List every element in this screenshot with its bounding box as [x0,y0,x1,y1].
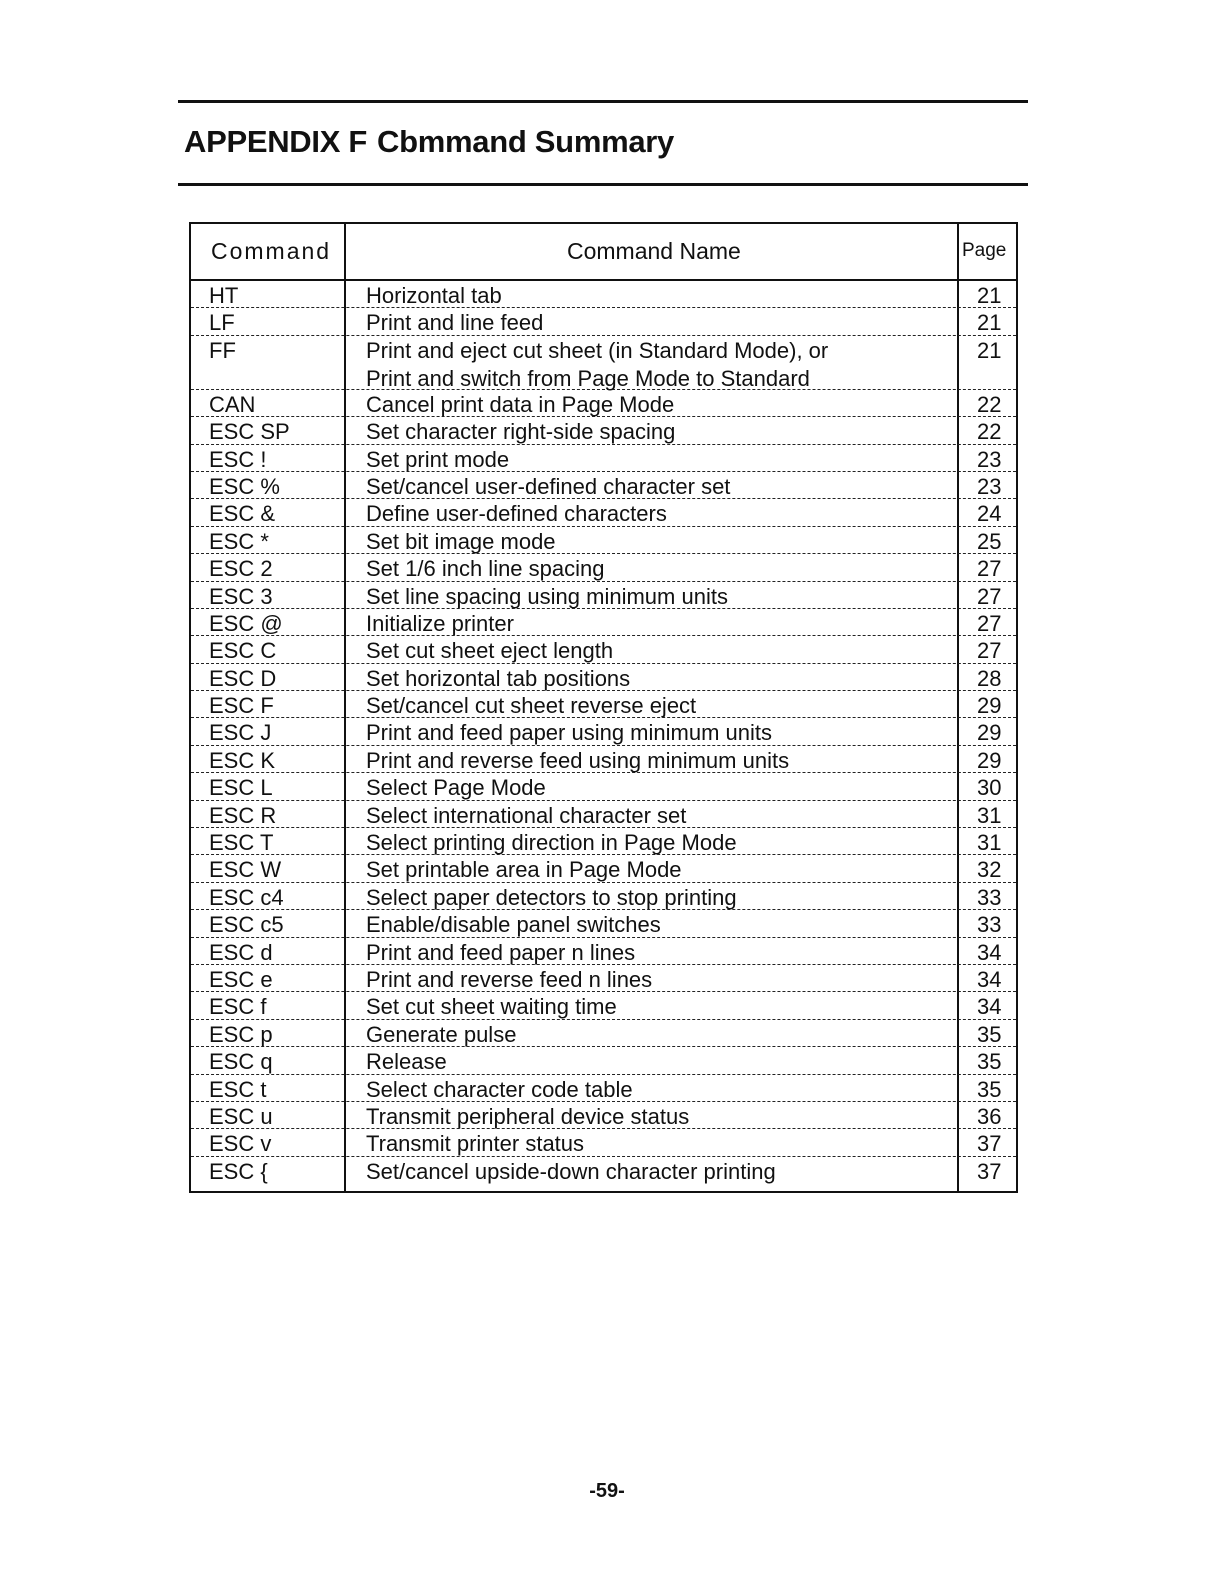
page-cell: 31 [977,802,1002,828]
command-name-cell [366,721,772,745]
command-name-text: Print and line feed [366,310,544,336]
page-cell: 25 [977,528,1002,554]
command-cell: ESC 3 [209,583,273,609]
command-cell: ESC R [209,802,277,828]
header-page: Page [962,240,1007,261]
page-cell: 37 [977,1131,1002,1157]
table-row [191,801,1016,828]
table-row [191,1020,1016,1047]
page-cell: 35 [977,1021,1002,1047]
table-row [191,910,1016,937]
page-cell: 29 [977,720,1002,746]
command-name-cell [366,311,543,335]
page-cell: 27 [977,638,1002,664]
table-row [191,965,1016,992]
table-row [191,582,1016,609]
command-name-text: Cancel print data in Page Mode [366,391,675,417]
command-cell: ESC 2 [209,556,273,582]
page-cell: 35 [977,1076,1002,1102]
table-row [191,499,1016,526]
table-row [191,691,1016,718]
table-row [191,472,1016,499]
command-cell: FF [209,337,236,363]
table-row [191,636,1016,663]
command-name-text: Set bit image mode [366,528,556,554]
command-name-text: Select paper detectors to stop printing [366,884,737,910]
command-cell: ESC SP [209,419,290,445]
command-name-text: Generate pulse [366,1021,517,1047]
command-name-cell [366,612,514,636]
command-name-text: Print and feed paper using minimum units [366,720,772,746]
command-cell: CAN [209,391,256,417]
table-row [191,336,1016,390]
page-cell: 28 [977,665,1002,691]
page-cell: 37 [977,1158,1002,1184]
command-name-text: Horizontal tab [366,283,502,308]
page-cell: 36 [977,1103,1002,1129]
page-cell: 34 [977,994,1002,1020]
command-cell: LF [209,310,235,336]
command-cell: ESC t [209,1076,267,1102]
command-cell: ESC e [209,966,273,992]
command-cell: ESC u [209,1103,273,1129]
bottom-rule [178,183,1028,186]
command-cell: ESC % [209,473,280,499]
table-row [191,445,1016,472]
command-name-cell [366,1078,633,1102]
command-cell: ESC C [209,638,277,664]
command-name-cell [366,393,674,417]
command-name-text: Set/cancel cut sheet reverse eject [366,693,697,719]
command-name-cell [366,502,667,526]
command-name-text: Set line spacing using minimum units [366,583,728,609]
command-name-cell [366,667,630,691]
command-cell: ESC T [209,830,274,856]
page-cell: 24 [977,501,1002,527]
command-cell: ESC q [209,1049,273,1075]
page-cell: 23 [977,446,1002,472]
page-cell: 30 [977,775,1002,801]
command-name-text: Set cut sheet waiting time [366,994,617,1020]
page-cell: 27 [977,583,1002,609]
command-name-text: Set horizontal tab positions [366,665,631,691]
command-name-text: Print and reverse feed n lines [366,966,653,992]
page-cell: 29 [977,693,1002,719]
command-name-cell [366,1023,516,1047]
command-name-text: Transmit printer status [366,1131,585,1157]
table-row [191,417,1016,444]
page-cell: 21 [977,283,1002,308]
command-name-cell [366,1160,776,1184]
table-row [191,883,1016,910]
command-cell: ESC & [209,501,276,527]
command-cell: ESC D [209,665,277,691]
command-name-text: Set/cancel user-defined character set [366,473,731,499]
command-cell: ESC c4 [209,884,284,910]
command-name-cell [366,858,682,882]
command-name-cell [366,585,728,609]
page-cell: 23 [977,473,1002,499]
command-name-text: Set printable area in Page Mode [366,857,682,883]
command-cell: ESC f [209,994,267,1020]
page-cell: 27 [977,556,1002,582]
command-name-text: Select printing direction in Page Mode [366,830,737,856]
command-name-text: Select international character set [366,802,687,828]
command-name-cell [366,475,730,499]
command-name-text: Set character right-side spacing [366,419,676,445]
table-row [191,773,1016,800]
command-name-cell [366,639,613,663]
command-name-cell [366,995,617,1019]
page-title [184,124,674,160]
command-name-cell [366,420,675,444]
table-row [191,527,1016,554]
command-name-cell [366,886,737,910]
table-row [191,308,1016,335]
page-cell: 32 [977,857,1002,883]
command-cell: ESC * [209,528,269,554]
table-row [191,1157,1016,1184]
command-name-text: Initialize printer [366,610,514,636]
page-cell: 33 [977,884,1002,910]
table-row [191,1075,1016,1102]
table-row [191,1129,1016,1156]
command-name-cell [366,913,661,937]
page-cell: 33 [977,912,1002,938]
table-row [191,554,1016,581]
command-cell: ESC d [209,939,273,965]
command-name-text: Set print mode [366,446,510,472]
command-cell: ESC v [209,1131,272,1157]
command-cell: ESC F [209,693,274,719]
page-number: -59- [589,1480,625,1502]
command-name-cell [366,749,789,773]
command-name-text-continued: Print and switch from Page Mode to Standard [366,365,810,391]
page-cell: 35 [977,1049,1002,1075]
command-name-cell [366,1050,447,1074]
table-row [191,746,1016,773]
table-row [191,664,1016,691]
command-name-cell [366,448,509,472]
page-cell: 27 [977,610,1002,636]
table-row [191,281,1016,308]
command-name-cell [366,530,556,554]
command-name-cell [366,831,737,855]
table-body [191,281,1016,1184]
table-row [191,938,1016,965]
command-cell: ESC J [209,720,272,746]
command-name-text: Release [366,1049,447,1075]
command-cell: ESC p [209,1021,273,1047]
command-name-cell [366,1132,584,1156]
table-row [191,855,1016,882]
command-name-cell [366,804,686,828]
command-cell: ESC c5 [209,912,284,938]
page-cell: 34 [977,966,1002,992]
command-cell: ESC @ [209,610,283,636]
command-name-text: Select Page Mode [366,775,546,801]
table-header [191,224,1016,281]
command-name-text: Print and feed paper n lines [366,939,636,965]
command-cell: ESC K [209,747,276,773]
appendix-title: Cbmmand Summary [377,124,674,159]
table-row [191,1047,1016,1074]
header-command-name: Command Name [567,238,741,264]
table-row [191,609,1016,636]
page-cell: 21 [977,310,1002,336]
page-cell: 31 [977,830,1002,856]
command-cell: ESC W [209,857,282,883]
command-name-text: Select character code table [366,1076,633,1102]
command-summary-table [189,222,1018,1193]
command-name-text: Transmit peripheral device status [366,1103,690,1129]
command-name-text: Define user-defined characters [366,501,667,527]
command-name-cell [366,284,502,308]
command-cell: ESC L [209,775,273,801]
command-name-text: Set 1/6 inch line spacing [366,556,605,582]
header-command: Command [211,238,332,264]
top-rule [178,100,1028,103]
command-name-cell [366,694,696,718]
table-row [191,390,1016,417]
command-name-text: Print and reverse feed using minimum units [366,747,790,773]
command-cell: HT [209,283,239,308]
command-name-text: Set cut sheet eject length [366,638,614,664]
command-name-text: Enable/disable panel switches [366,912,661,938]
page-cell: 29 [977,747,1002,773]
page-cell: 21 [977,337,1002,363]
table-row [191,992,1016,1019]
command-name-text: Set/cancel upside-down character printing [366,1158,776,1184]
table-row [191,718,1016,745]
appendix-label: APPENDIX F [184,124,368,159]
page-cell: 34 [977,939,1002,965]
command-name-cell [366,968,652,992]
command-name-cell [366,557,605,581]
command-name-cell [366,1105,689,1129]
command-name-cell [366,339,828,391]
table-row [191,828,1016,855]
table-row [191,1102,1016,1129]
command-name-cell [366,776,546,800]
command-cell: ESC ! [209,446,267,472]
command-cell: ESC { [209,1158,268,1184]
command-name-cell [366,941,635,965]
page-cell: 22 [977,391,1002,417]
page-cell: 22 [977,419,1002,445]
command-name-text: Print and eject cut sheet (in Standard Mode), or [366,337,829,363]
